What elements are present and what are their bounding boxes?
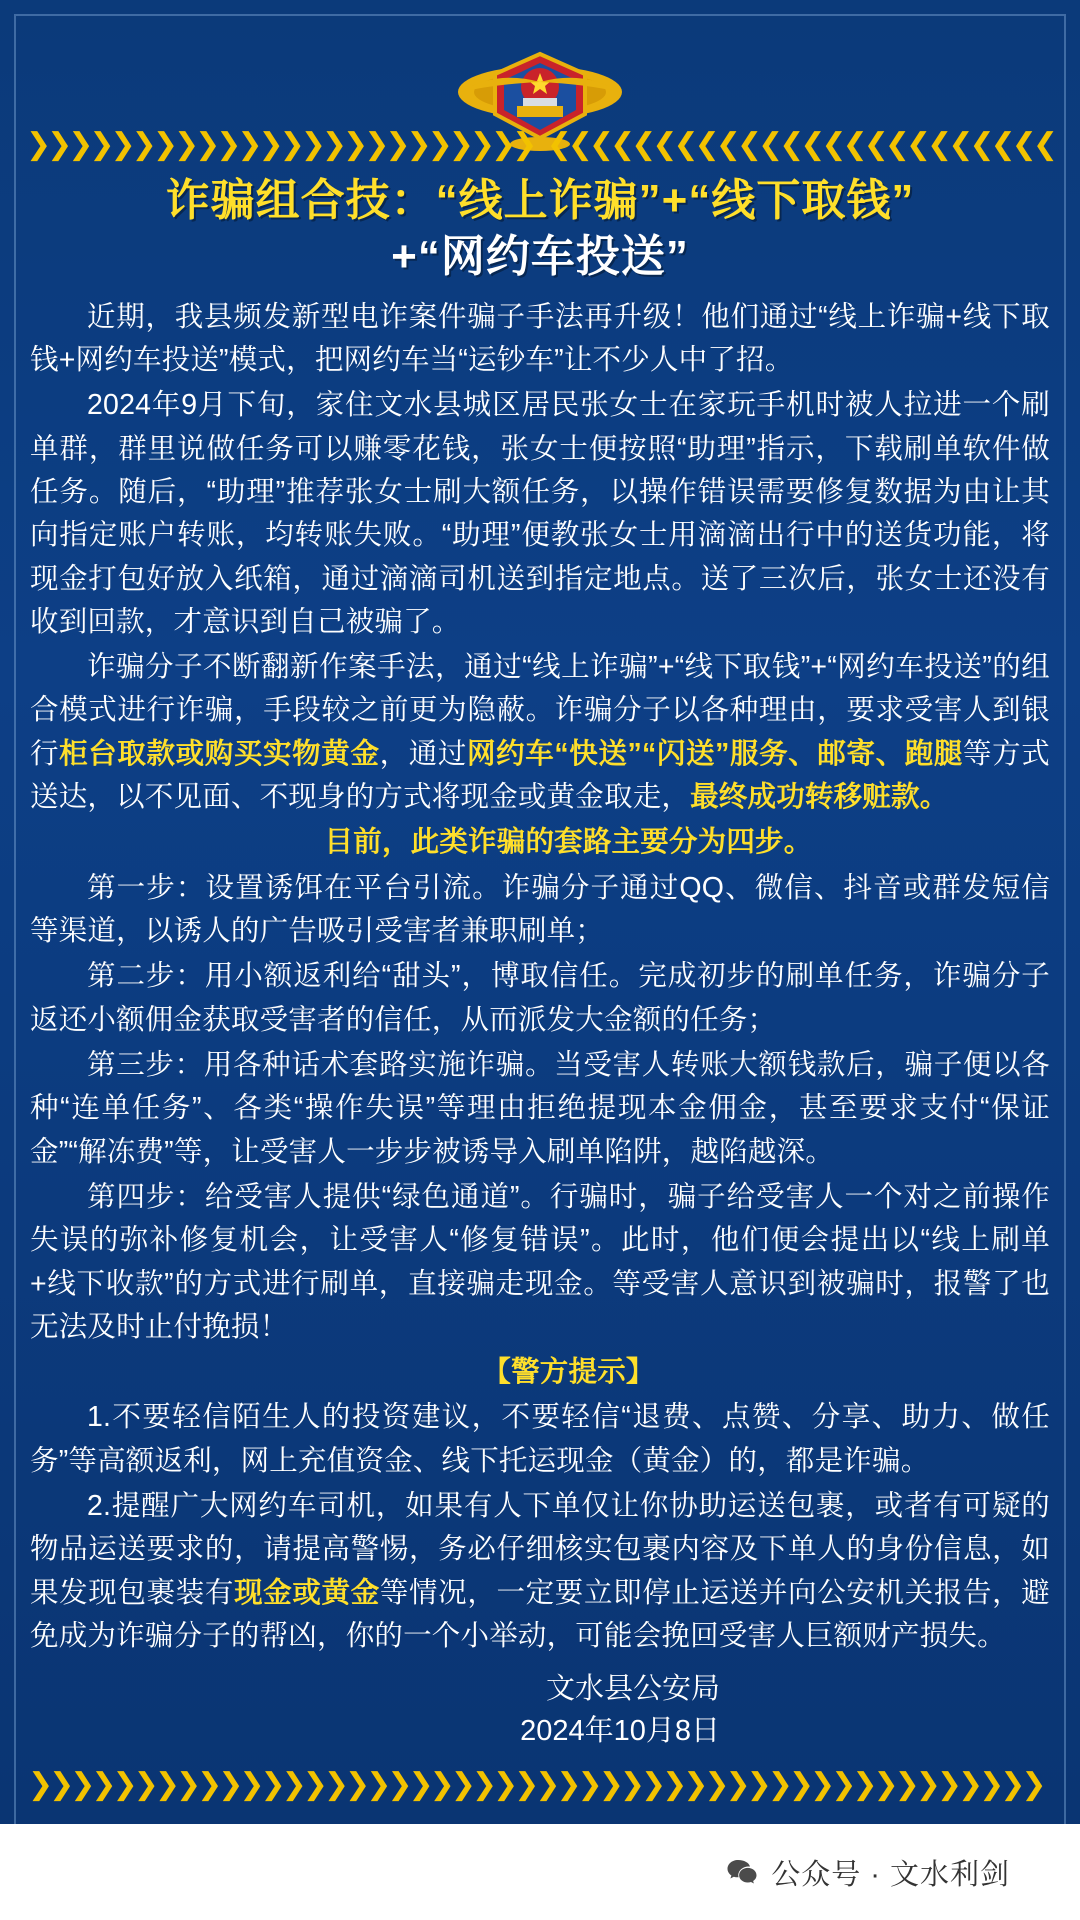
- highlight-delivery-services: 服务、邮寄、跑腿: [729, 737, 964, 770]
- signature-organization: 文水县公安局: [545, 1673, 720, 1706]
- chevron-right-row-icon-bottom: ❯❯❯❯❯❯❯❯❯❯❯❯❯❯❯❯❯❯❯❯❯❯❯❯❯❯❯❯❯❯❯❯❯❯❯❯❯❯❯❯❯❯❯❯❯❯❯❯: [28, 1767, 1043, 1802]
- highlight-express: “快送”“闪送”: [554, 737, 730, 770]
- step-2: 第二步：用小额返利给“甜头”，博取信任。完成初步的刷单任务，诈骗分子返还小额佣金获取受害者的信任，从而派发大金额的任务；: [30, 960, 1050, 1036]
- signature-block: [0, 1668, 1050, 1752]
- poster-body: [30, 296, 1050, 1659]
- police-tip-1: 1.不要轻信陌生人的投资建议，不要轻信“退费、点赞、分享、助力、做任务”等高额返利，网上充值资金、线下托运现金（黄金）的，都是诈骗。: [30, 1401, 1050, 1477]
- step-3: 第三步：用各种话术套路实施诈骗。当受害人转账大额钱款后，骗子便以各种“连单任务”、各类“操作失误”等理由拒绝提现本金佣金，甚至要求支付“保证金”“解冻费”等，让受害人一步步被诱导入刷单陷阱，越陷越深。: [30, 1048, 1050, 1168]
- title-line-1: 诈骗组合技：“线上诈骗”+“线下取钱”: [165, 176, 915, 225]
- footer-account-name: 公众号 · 文水利剑: [771, 1858, 1010, 1891]
- signature-date: 2024年10月8日: [520, 1715, 720, 1748]
- four-steps-lead: 目前，此类诈骗的套路主要分为四步。: [324, 826, 813, 859]
- highlight-cash-or-gold: 现金或黄金: [234, 1576, 380, 1609]
- highlight-ride-hailing: 网约车: [466, 737, 555, 770]
- police-tip-header: 【警方提示】: [482, 1356, 655, 1389]
- wechat-icon: [725, 1855, 759, 1889]
- chevron-decoration-row: [0, 128, 1080, 162]
- title-line-2: +“网约车投送”: [391, 232, 689, 282]
- poster-title: [32, 173, 1048, 286]
- footer-bar: [0, 1824, 1080, 1920]
- police-tip-2: 2.提醒广大网约车司机，如果有人下单仅让你协助运送包裹，或者有可疑的物品运送要求的，请提高警惕，务必仔细核实包裹内容及下单人的身份信息，如果发现包裹装有现金或黄金等情况，一定要立即停止运送并向公安机关报告，避免成为诈骗分子的帮凶，你的一个小举动，可能会挽回受害人巨额财产损失。: [30, 1490, 1050, 1652]
- paragraph-intro: 近期，我县频发新型电诈案件骗子手法再升级！他们通过“线上诈骗+线下取钱+网约车投送”模式，把网约车当“运钞车”让不少人中了招。: [30, 300, 1050, 376]
- chevron-left-row-icon: ❮❮❮❮❮❮❮❮❮❮❮❮❮❮❮❮❮❮❮❮❮❮❮❮: [546, 127, 1054, 162]
- highlight-transfer-funds: 最终成功转移赃款。: [690, 781, 949, 814]
- step-1: 第一步：设置诱饵在平台引流。诈骗分子通过QQ、微信、抖音或群发短信等渠道，以诱人的广告吸引受害者兼职刷单；: [30, 871, 1050, 947]
- paragraph-case: 2024年9月下旬，家住文水县城区居民张女士在家玩手机时被人拉进一个刷单群，群里说做任务可以赚零花钱，张女士便按照“助理”指示，下载刷单软件做任务。随后，“助理”推荐张女士刷大额任务，以操作错误需要修复数据为由让其向指定账户转账，均转账失败。“助理”便教张女士用滴滴出行中的送货功能，将现金打包好放入纸箱，通过滴滴司机送到指定地点。送了三次后，张女士还没有收到回款，才意识到自己被骗了。: [30, 389, 1050, 638]
- paragraph-method: 诈骗分子不断翻新作案手法，通过“线上诈骗”+“线下取钱”+“网约车投送”的组合模式进行诈骗，手段较之前更为隐蔽。诈骗分子以各种理由，要求受害人到银行柜台取款或购买实物黄金，通过网约车“快送”“闪送”服务、邮寄、跑腿等方式送达，以不见面、不现身的方式将现金或黄金取走，最终成功转移赃款。: [30, 651, 1050, 814]
- highlight-bank-withdraw: 柜台取款或购买实物黄金: [59, 737, 380, 770]
- chevron-right-row-icon: ❯❯❯❯❯❯❯❯❯❯❯❯❯❯❯❯❯❯❯❯❯❯❯❯: [26, 127, 534, 162]
- step-4: 第四步：给受害人提供“绿色通道”。行骗时，骗子给受害人一个对之前操作失误的弥补修复机会，让受害人“修复错误”。此时，他们便会提出以“线上刷单+线下收款”的方式进行刷单，直接骗走现金。等受害人意识到被骗时，报警了也无法及时止付挽损！: [30, 1180, 1050, 1343]
- header-decoration: [0, 0, 1080, 165]
